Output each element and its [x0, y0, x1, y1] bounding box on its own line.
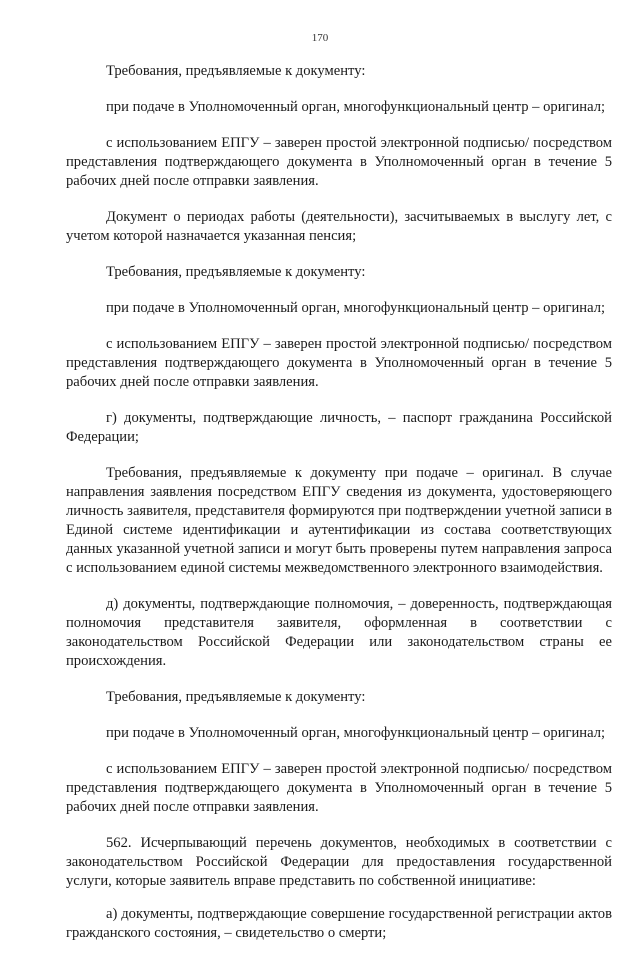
paragraph: д) документы, подтверждающие полномочия, – доверенность, подтверждающая полномочия представителя заявителя, оформленная в соответствии с законодательством Российской Федерации или законодательством страны ее происхождения. [66, 596, 612, 669]
paragraph: Документ о периодах работы (деятельности), засчитываемых в выслугу лет, с учетом которой назначается указанная пенсия; [66, 209, 612, 244]
document-body [66, 62, 612, 960]
paragraph: Требования, предъявляемые к документу: [106, 689, 366, 705]
paragraph: г) документы, подтверждающие личность, – паспорт гражданина Российской Федерации; [66, 410, 612, 445]
paragraph: с использованием ЕПГУ – заверен простой электронной подписью/ посредством представления подтверждающего документа в Уполномоченный орган в течение 5 рабочих дней после отправки заявления. [66, 135, 612, 189]
paragraph: с использованием ЕПГУ – заверен простой электронной подписью/ посредством представления подтверждающего документа в Уполномоченный орган в течение 5 рабочих дней после отправки заявления. [66, 336, 612, 390]
paragraph: при подаче в Уполномоченный орган, многофункциональный центр – оригинал; [106, 725, 606, 741]
paragraph: при подаче в Уполномоченный орган, многофункциональный центр – оригинал; [106, 99, 606, 115]
paragraph: при подаче в Уполномоченный орган, многофункциональный центр – оригинал; [106, 300, 606, 316]
paragraph: 562. Исчерпывающий перечень документов, необходимых в соответствии с законодательством Российской Федерации для предоставления государственной услуги, которые заявитель вправе представить по собственной инициативе: [66, 835, 612, 889]
paragraph: а) документы, подтверждающие совершение государственной регистрации актов гражданского состояния, – свидетельство о смерти; [66, 906, 612, 941]
paragraph: Требования, предъявляемые к документу при подаче – оригинал. В случае направления заявления посредством ЕПГУ сведения из документа, удостоверяющего личность заявителя, представителя формируются при подтверждении учетной записи в Единой системе идентификации и аутентификации из состава соответствующих данных указанной учетной записи и могут быть проверены путем направления запроса с использованием единой системы межведомственного электронного взаимодействия. [66, 465, 612, 576]
paragraph: Требования, предъявляемые к документу: [106, 264, 366, 280]
paragraph: с использованием ЕПГУ – заверен простой электронной подписью/ посредством представления подтверждающего документа в Уполномоченный орган в течение 5 рабочих дней после отправки заявления. [66, 761, 612, 815]
page-number: 170 [311, 32, 329, 44]
paragraph: Требования, предъявляемые к документу: [106, 63, 366, 79]
